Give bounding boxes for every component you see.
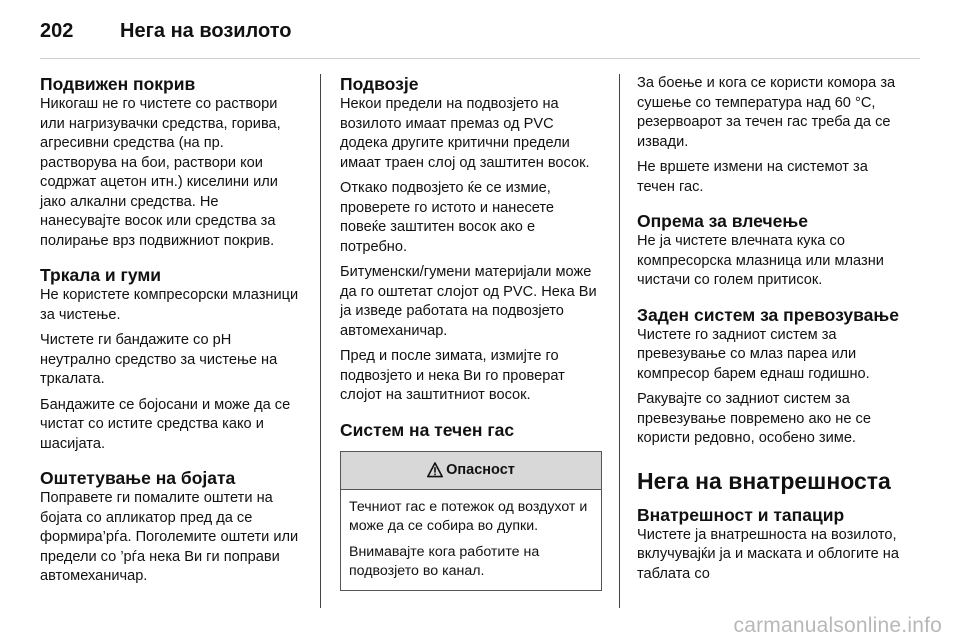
danger-text-1: Течниот гас е потежок од воздухот и може да се собира во дупки. (349, 498, 588, 534)
column-divider-1 (320, 74, 321, 608)
wheels-text-1: Не користете компресорски млазници за чистење. (40, 287, 299, 323)
danger-box (340, 451, 602, 591)
section-title-rear-carrier: Заден систем за превозување (637, 304, 899, 325)
danger-label: Опасност (446, 462, 515, 478)
underbody-text-2: Откако подвозјето ќе се измие, проверете го истото и нанесете повеќе заштитен восок ако е потребно. (340, 180, 555, 255)
towing-text: Не ја чистете влечната кука со компресорска млазница или млазни чистачи со голем притисок. (637, 233, 884, 288)
danger-box-body (341, 490, 601, 590)
section-title-paint-damage: Оштетување на бојата (40, 468, 236, 488)
column-divider-2 (619, 74, 620, 608)
column-3 (637, 74, 903, 584)
chapter-title-interior-care: Нега на внатрешноста (637, 467, 891, 494)
column-2 (340, 74, 602, 591)
warning-triangle-icon (427, 462, 443, 478)
section-title-wheels: Тркала и гуми (40, 265, 162, 285)
wheels-text-2: Чистете ги бандажите со pH неутрално средство за чистење на тркалата. (40, 332, 278, 387)
page-number: 202 (40, 20, 74, 42)
danger-text-2: Внимавајте кога работите на подвозјето во канал. (349, 543, 540, 579)
column-1 (40, 74, 302, 587)
section-title-lpg-system: Систем на течен гас (340, 419, 515, 440)
section-title-interior-upholstery: Внатрешност и тапацир (637, 504, 845, 525)
rear-carrier-text-1: Чистете го задниот систем за превезување со млаз пареа или компресор барем еднаш годишно. (637, 326, 870, 382)
paint-damage-text: Поправете ги помалите оштети на бојата со апликатор пред да се формира’рѓа. Поголемите оштети или предели со ’рѓа нека Ви ги поправи автомеханичар. (40, 490, 299, 584)
underbody-text-4: Пред и после зимата, измијте го подвозјето и нека Ви го проверат слојот на заштитниот восок. (340, 348, 565, 403)
watermark-text: carmanualsonline.info (733, 614, 942, 637)
section-title-sunroof: Подвижен покрив (40, 74, 196, 94)
section-title-towing: Опрема за влечење (637, 211, 808, 231)
danger-box-header (341, 452, 601, 490)
rear-carrier-text-2: Ракувајте со задниот систем за превезување повремено ако не се користи редовно, особено зиме. (637, 391, 871, 446)
lpg-text-1: За боење и кога се користи комора за сушење со температура над 60 °C, резервоарот за течен гас треба да се извади. (637, 75, 896, 150)
section-title-underbody: Подвозје (340, 74, 419, 94)
lpg-text-2: Не вршете измени на системот за течен гас. (637, 159, 868, 195)
page-title: Нега на возилото (120, 20, 292, 42)
interior-text: Чистете ја внатрешноста на возилото, вклучувајќи ја и маската и облогите на таблата со (637, 526, 899, 582)
underbody-text-3: Битуменски/гумени материјали може да го оштетат слојот од PVC. Нека Ви ја изведе работата на подвозјето автомеханичар. (340, 264, 597, 339)
sunroof-text: Никогаш не го чистете со раствори или нагризувачки средства, горива, агресивни средства (на пр. растворува на бои, раствори кои содржат ацетон итн.) киселини или јако алкални средства. Не нанесувајте восок или средства за полирање врз подвижниот покрив. (40, 96, 281, 249)
header-divider (40, 58, 920, 59)
underbody-text-1: Некои предели на подвозјето на возилото имаат премаз од PVC додека другите критични предели имаат траен слој од заштитен восок. (340, 96, 590, 171)
wheels-text-3: Бандажите се бојосани и може да се чистат со истите средства како и шасијата. (40, 396, 291, 452)
page-header (40, 20, 291, 50)
